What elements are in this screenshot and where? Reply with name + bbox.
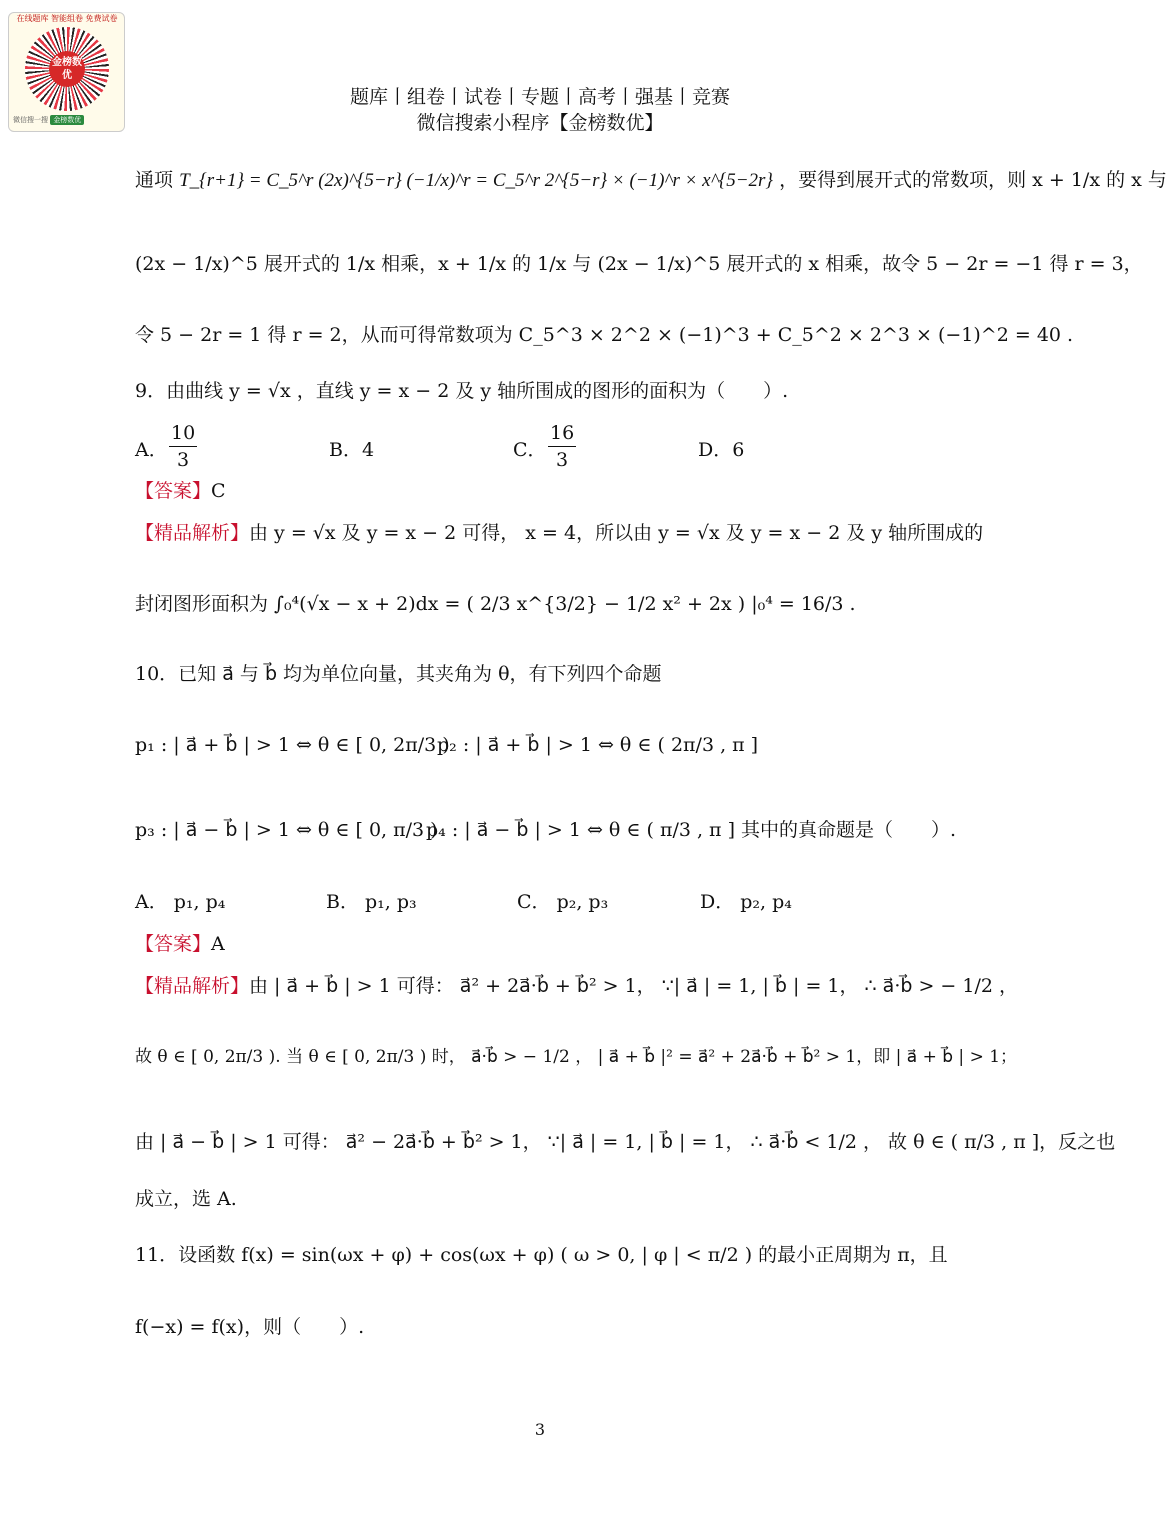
prev-solution-line-3: 令 5 − 2r = 1 得 r = 2，从而可得常数项为 C_5^3 × 2^2 × (−1)^3 + C_5^2 × 2^3 × (−1)^2 = 40 . — [135, 324, 1074, 346]
q10-p4: p₄ : | a⃗ − b⃗ | > 1 ⇔ θ ∈ ( π/3 , π ] 其中的真命题是（ ）. — [426, 819, 957, 841]
q10-option-c: C． p₂, p₃ — [517, 891, 609, 913]
q10-analysis-text-1: 由 | a⃗ + b⃗ | > 1 可得： a⃗² + 2a⃗·b⃗ + b⃗² > 1， ∵| a⃗ | = 1, | b⃗ | = 1， ∴ a⃗·b⃗ > − 1/2 ， — [249, 975, 1018, 997]
q9-answer-tag: 【答案】 — [135, 480, 212, 502]
q10-answer-tag: 【答案】 — [135, 933, 212, 955]
prev-solution-suffix: ，要得到展开式的常数项，则 x + 1/x 的 x 与 — [779, 169, 1167, 191]
prev-solution-line-1 — [135, 168, 1167, 193]
q9-analysis-line-1 — [135, 521, 983, 545]
q9-option-c-fraction — [548, 420, 576, 473]
q9-analysis-line-2: 封闭图形面积为 ∫₀⁴(√x − x + 2)dx = ( 2/3 x^{3/2} − 1/2 x² + 2x ) |₀⁴ = 16/3 . — [135, 593, 856, 615]
q9-stem: 9．由曲线 y = √x ，直线 y = x − 2 及 y 轴所围成的图形的面积为（ ）. — [135, 380, 789, 402]
prev-solution-formula: T_{r+1} = C_5^r (2x)^{5−r} (−1/x)^r = C_5^r 2^{5−r} × (−1)^r × x^{5−2r} — [179, 170, 774, 191]
q9-option-b: B．4 — [329, 439, 375, 461]
q9-analysis-tag: 【精品解析】 — [135, 522, 250, 544]
q10-p1: p₁ : | a⃗ + b⃗ | > 1 ⇔ θ ∈ [ 0, 2π/3 ) — [135, 734, 450, 756]
q11-stem-line-2: f(−x) = f(x)，则（ ）. — [135, 1316, 365, 1338]
q9-option-a-label: A． — [135, 439, 168, 461]
q9-option-c-label: C． — [513, 439, 547, 461]
q10-analysis-line-4: 成立，选 A. — [135, 1188, 237, 1210]
q10-option-a: A． p₁, p₄ — [135, 891, 226, 913]
page-number: 3 — [534, 1420, 546, 1439]
q10-stem: 10．已知 a⃗ 与 b⃗ 均为单位向量，其夹角为 θ，有下列四个命题 — [135, 663, 662, 685]
q10-p3: p₃ : | a⃗ − b⃗ | > 1 ⇔ θ ∈ [ 0, π/3 ) — [135, 819, 438, 841]
q10-answer — [135, 932, 225, 956]
q10-analysis-line-3: 由 | a⃗ − b⃗ | > 1 可得： a⃗² − 2a⃗·b⃗ + b⃗² > 1， ∵| a⃗ | = 1, | b⃗ | = 1， ∴ a⃗·b⃗ < 1/2 ， 故 θ ∈ ( π/3 , π ]，反之也 — [135, 1131, 1116, 1153]
q9-option-d: D．6 — [698, 439, 745, 461]
q9-option-a-num: 10 — [169, 420, 197, 447]
q10-analysis-line-2: 故 θ ∈ [ 0, 2π/3 ). 当 θ ∈ [ 0, 2π/3 ) 时， a⃗·b⃗ > − 1/2 ， | a⃗ + b⃗ |² = a⃗² + 2a⃗·b⃗ + b⃗² > 1，即 | a⃗ + b⃗ | > 1； — [135, 1047, 1018, 1067]
q9-analysis-text-1: 由 y = √x 及 y = x − 2 可得， x = 4，所以由 y = √x 及 y = x − 2 及 y 轴所围成的 — [249, 522, 984, 544]
logo-center-text: 金榜数优 — [49, 51, 85, 87]
q10-option-d: D． p₂, p₄ — [700, 891, 792, 913]
q9-option-c-den: 3 — [556, 449, 569, 471]
header-subtitle: 微信搜索小程序【金榜数优】 — [416, 112, 664, 134]
q10-analysis-line-1 — [135, 974, 1018, 998]
q10-option-b: B． p₁, p₃ — [326, 891, 417, 913]
logo-arc-text: 在线题库 智能组卷 免费试卷 — [16, 14, 118, 23]
prev-solution-line-2: (2x − 1/x)^5 展开式的 1/x 相乘，x + 1/x 的 1/x 与 (2x − 1/x)^5 展开式的 x 相乘，故令 5 − 2r = −1 得 r = 3， — [135, 253, 1143, 275]
logo-bottom-button: 金榜数优 — [50, 115, 84, 125]
q9-option-a — [135, 438, 168, 462]
q10-answer-value: A — [211, 933, 225, 955]
logo-bottom-text: 微信搜一搜 — [13, 116, 48, 124]
q9-option-c-num: 16 — [548, 420, 576, 447]
q9-option-a-den: 3 — [177, 449, 190, 471]
q9-answer — [135, 479, 226, 503]
header-nav: 题库丨组卷丨试卷丨专题丨高考丨强基丨竞赛 — [349, 86, 730, 108]
q11-stem-line-1: 11．设函数 f(x) = sin(ωx + φ) + cos(ωx + φ) ( ω > 0, | φ | < π/2 ) 的最小正周期为 π，且 — [135, 1244, 948, 1266]
q9-answer-value: C — [211, 480, 226, 502]
q9-option-a-fraction — [169, 420, 197, 473]
q10-analysis-tag: 【精品解析】 — [135, 975, 250, 997]
q10-p2: p₂ : | a⃗ + b⃗ | > 1 ⇔ θ ∈ ( 2π/3 , π ] — [437, 734, 759, 756]
prev-solution-prefix: 通项 — [135, 169, 174, 191]
